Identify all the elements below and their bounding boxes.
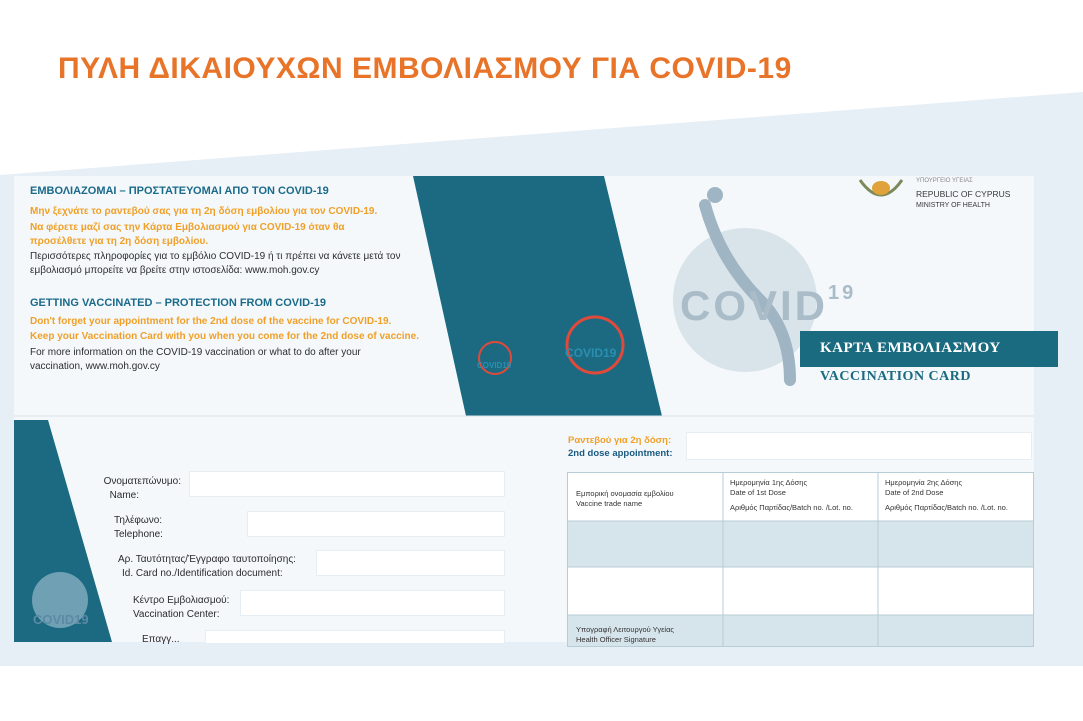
info-english-line-4: vaccination, www.moh.gov.cy: [30, 361, 160, 372]
signature-label-greek: Υπογραφή Λειτουργού Υγείας: [576, 625, 675, 634]
name-label-greek: Ονοματεπώνυμο:: [103, 476, 181, 487]
col-dose2-header: [885, 478, 1008, 513]
info-english-line-2: Keep your Vaccination Card with you when you come for the 2nd dose of vaccine.: [30, 331, 419, 342]
signature-label: [576, 625, 674, 645]
page-title: ΠΥΛΗ ΔΙΚΑΙΟΥΧΩΝ ΕΜΒΟΛΙΑΣΜΟΥ ΓΙΑ COVID-19: [58, 52, 792, 85]
col-vaccine-greek: Εμπορική ονομασία εμβολίου: [576, 489, 674, 498]
covid-logo-text: [680, 282, 856, 330]
signature-label-english: Health Officer Signature: [576, 635, 656, 644]
covid-logo-small-1: COVID19: [477, 361, 512, 370]
info-english-line-3: For more information on the COVID-19 vaccination or what to do after your: [30, 347, 361, 358]
col-dose1-greek: Ημερομηνία 1ης Δόσης: [730, 478, 808, 487]
telephone-label-greek: Τηλέφωνο:: [114, 515, 163, 526]
appointment-label-english: 2nd dose appointment:: [568, 448, 673, 459]
info-greek-line-1: Μην ξεχνάτε το ραντεβού σας για τη 2η δόση εμβολίου για τον COVID-19.: [30, 206, 378, 217]
col-vaccine-header: [576, 489, 674, 509]
appointment-label-greek: Ραντεβού για 2η δόση:: [568, 435, 672, 446]
name-label: [104, 475, 181, 503]
col-vaccine-english: Vaccine trade name: [576, 499, 643, 508]
col-dose2-greek: Ημερομηνία 2ης Δόσης: [885, 478, 963, 487]
ministry-republic: REPUBLIC OF CYPRUS: [916, 189, 1011, 199]
info-english-line-1: Don't forget your appointment for the 2nd dose of the vaccine for COVID-19.: [30, 316, 392, 327]
telephone-label: [114, 514, 163, 542]
col-dose2-batch: Αριθμός Παρτίδας/Batch no. /Lot. no.: [885, 503, 1008, 512]
id-field[interactable]: [316, 550, 505, 576]
occupation-field[interactable]: [205, 630, 505, 643]
cyprus-crest-icon: [856, 176, 906, 208]
col-dose1-english: Date of 1st Dose: [730, 488, 786, 497]
info-greek-line-4: Περισσότερες πληροφορίες για το εμβόλιο COVID-19 ή τι πρέπει να κάνετε μετά τον: [30, 251, 401, 262]
telephone-field[interactable]: [247, 511, 505, 537]
covid-logo-small-2: COVID19: [565, 346, 617, 360]
id-label-english: Id. Card no./Identification document:: [122, 568, 283, 579]
center-label-greek: Κέντρο Εμβολιασμού:: [133, 595, 230, 606]
info-heading-english: GETTING VACCINATED – PROTECTION FROM COVID-19: [30, 297, 326, 309]
info-greek-line-3: προσέλθετε για τη 2η δόση εμβολίου.: [30, 236, 209, 247]
ministry-top-text: ΥΠΟΥΡΓΕΙΟ ΥΓΕΙΑΣ: [916, 178, 973, 184]
ministry-name: MINISTRY OF HEALTH: [916, 202, 990, 209]
col-dose1-batch: Αριθμός Παρτίδας/Batch no. /Lot. no.: [730, 503, 853, 512]
covid-logo-number: 19: [828, 282, 857, 304]
covid-logo-word: COVID: [680, 282, 829, 329]
card-title-english: VACCINATION CARD: [820, 369, 971, 384]
appointment-field[interactable]: [686, 432, 1032, 460]
col-dose2-english: Date of 2nd Dose: [885, 488, 944, 497]
dose-table: [567, 472, 1034, 647]
id-label-greek: Αρ. Ταυτότητας/Έγγραφο ταυτοποίησης:: [118, 554, 296, 565]
center-label-english: Vaccination Center:: [133, 609, 220, 620]
info-greek-line-5: εμβολιασμό μπορείτε να βρείτε στην ιστοσελίδα: www.moh.gov.cy: [30, 265, 320, 276]
vaccination-center-label: [133, 594, 229, 622]
vaccination-center-field[interactable]: [240, 590, 505, 616]
name-label-english: Name:: [109, 490, 140, 501]
col-dose1-header: [730, 478, 853, 513]
telephone-label-english: Telephone:: [114, 529, 163, 540]
occupation-label: Επαγγ...: [142, 634, 180, 645]
appointment-label: [568, 434, 673, 460]
card-title-greek: ΚΑΡΤΑ ΕΜΒΟΛΙΑΣΜΟΥ: [820, 340, 1001, 356]
covid-logo-bottom: COVID19: [33, 612, 89, 627]
info-heading-greek: ΕΜΒΟΛΙΑΖΟΜΑΙ – ΠΡΟΣΤΑΤΕΥΟΜΑΙ ΑΠΟ ΤΟΝ COVID-19: [30, 185, 329, 197]
info-greek-line-2: Να φέρετε μαζί σας την Κάρτα Εμβολιασμού για COVID-19 όταν θα: [30, 222, 345, 233]
name-field[interactable]: [189, 471, 505, 497]
id-label: [118, 553, 296, 581]
